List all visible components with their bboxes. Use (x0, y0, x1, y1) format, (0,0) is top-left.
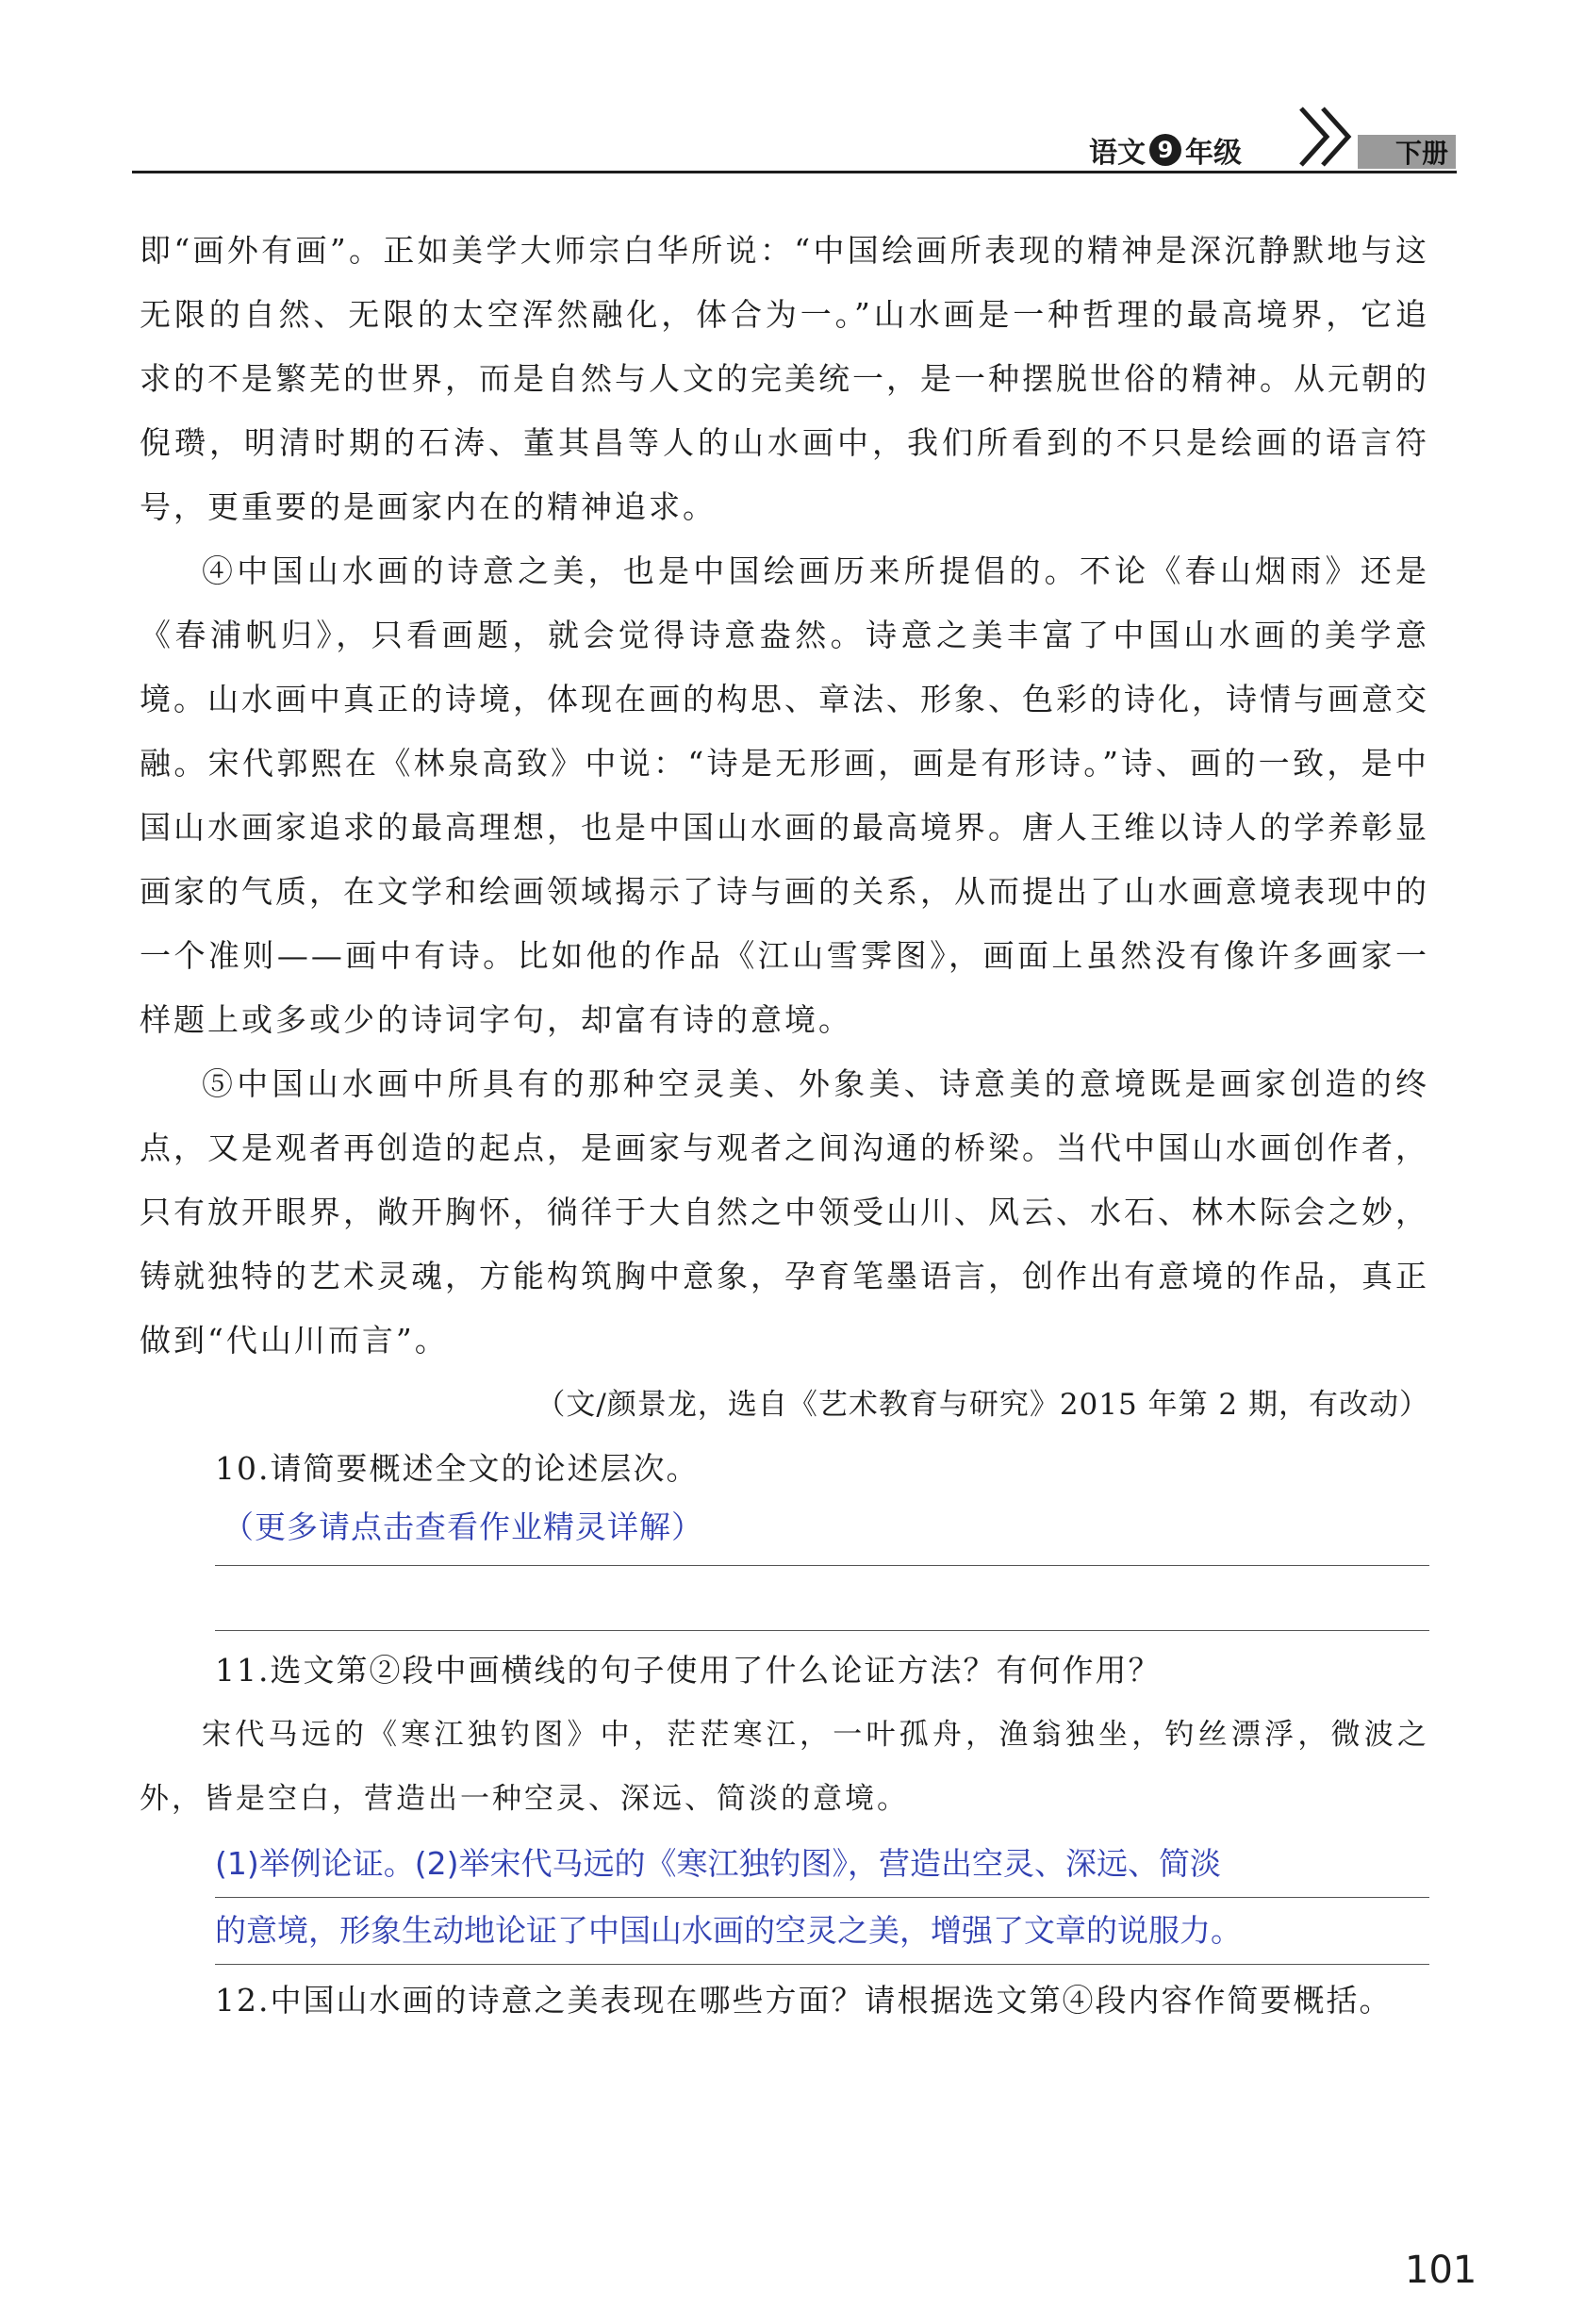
subject-text: 语文 (1089, 137, 1146, 170)
passage-source: （文/颜景龙，选自《艺术教育与研究》2015 年第 2 期，有改动） (536, 1388, 1429, 1422)
page-number: 101 (1405, 2249, 1477, 2292)
question-11-answer (215, 1831, 1429, 1965)
answer-line: (1)举例论证。(2)举宋代马远的《寒江独钓图》，营造出空灵、深远、简淡 (215, 1831, 1429, 1898)
header-divider (132, 171, 1457, 173)
passage-paragraph-4: ④中国山水画的诗意之美，也是中国绘画历来所提倡的。不论《春山烟雨》还是《春浦帆归》，只看画题，就会觉得诗意盎然。诗意之美丰富了中国山水画的美学意境。山水画中真正的诗境，体现在画的构思、章法、形象、色彩的诗化，诗情与画意交融。宋代郭熙在《林泉高致》中说：“诗是无形画，画是有形诗。”诗、画的一致，是中国山水画家追求的最高理想，也是中国山水画的最高境界。唐人王维以诗人的学养彰显画家的气质，在文学和绘画领域揭示了诗与画的关系，从而提出了山水画意境表现中的一个准则——画中有诗。比如他的作品《江山雪霁图》，画面上虽然没有像许多画家一样题上或多或少的诗词字句，却富有诗的意境。 (140, 552, 1429, 1038)
question-11: 11.选文第②段中画横线的句子使用了什么论证方法？有何作用？ (215, 1652, 1162, 1689)
page-content (140, 219, 1429, 2033)
question-10: 10.请简要概述全文的论述层次。 (215, 1450, 700, 1487)
passage-paragraph-5: ⑤中国山水画中所具有的那种空灵美、外象美、诗意美的意境既是画家创造的终点，又是观者再创造的起点，是画家与观者之间沟通的桥梁。当代中国山水画创作者，只有放开眼界，敞开胸怀，徜徉于大自然之中领受山川、风云、水石、林木际会之妙，铸就独特的艺术灵魂，方能构筑胸中意象，孕育笔墨语言，创作出有意境的作品，真正做到“代山川而言”。 (140, 1065, 1429, 1359)
answer-blank-line (215, 1565, 1429, 1566)
answer-line: 的意境，形象生动地论证了中国山水画的空灵之美，增强了文章的说服力。 (215, 1898, 1429, 1965)
double-chevron-icon (1296, 99, 1362, 174)
question-12: 12.中国山水画的诗意之美表现在哪些方面？请根据选文第④段内容作简要概括。 (215, 1982, 1393, 2019)
volume-label: 下册 (1358, 135, 1456, 169)
passage-continuation: 即“画外有画”。正如美学大师宗白华所说：“中国绘画所表现的精神是深沉静默地与这无限的自然、无限的太空浑然融化，体合为一。”山水画是一种哲理的最高境界，它追求的不是繁芜的世界，而是自然与人文的完美统一，是一种摆脱世俗的精神。从元朝的倪瓒，明清时期的石涛、董其昌等人的山水画中，我们所看到的不只是绘画的语言符号，更重要的是画家内在的精神追求。 (140, 232, 1429, 525)
answer-detail-link[interactable]: （更多请点击查看作业精灵详解） (223, 1508, 703, 1545)
grade-number-badge: 9 (1149, 134, 1181, 166)
answer-blank-line (215, 1630, 1429, 1631)
question-11-quote: 宋代马远的《寒江独钓图》中，茫茫寒江，一叶孤舟，渔翁独坐，钓丝漂浮，微波之外，皆是空白，营造出一种空灵、深远、简淡的意境。 (140, 1718, 1429, 1816)
subject-grade-label (1089, 129, 1242, 171)
page-header (132, 90, 1457, 174)
grade-suffix: 年级 (1185, 137, 1242, 170)
